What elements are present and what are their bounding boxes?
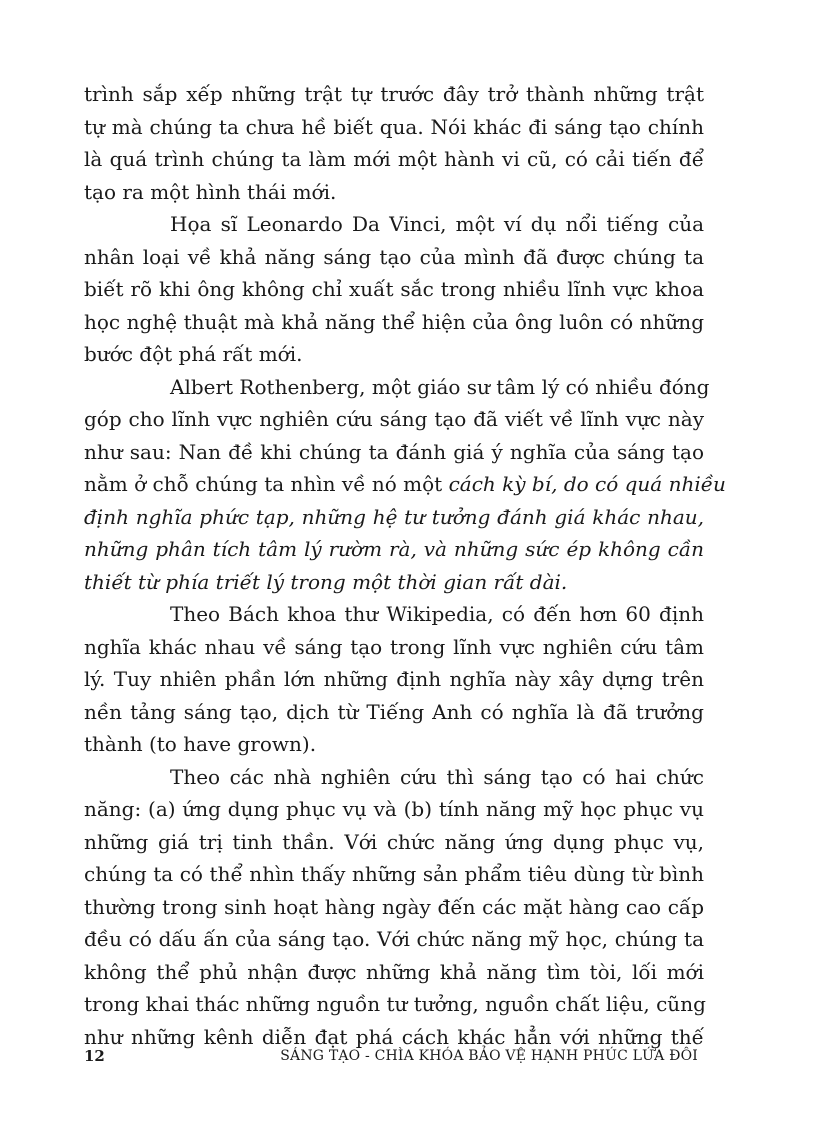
text-line: những giá trị tinh thần. Với chức năng ứng dụng phục vụ, bbox=[84, 829, 704, 854]
text-line: thường trong sinh hoạt hàng ngày đến các mặt hàng cao cấp bbox=[84, 894, 704, 919]
text-line: lý. Tuy nhiên phần lớn những định nghĩa này xây dựng trên bbox=[84, 667, 704, 691]
text-line: năng: (a) ứng dụng phục vụ và (b) tính năng mỹ học phục vụ bbox=[84, 797, 704, 821]
text-line: là quá trình chúng ta làm mới một hành vi cũ, có cải tiến để bbox=[84, 147, 704, 171]
text-line: biết rõ khi ông không chỉ xuất sắc trong nhiều lĩnh vực khoa bbox=[84, 277, 704, 301]
running-title: SÁNG TẠO - CHÌA KHÓA BẢO VỆ HẠNH PHÚC LỨA ĐÔI bbox=[280, 1048, 698, 1064]
text-line-mixed bbox=[84, 468, 726, 501]
text-line: thành (to have grown). bbox=[84, 732, 317, 756]
text-line: chúng ta có thể nhìn thấy những sản phẩm tiêu dùng từ bình bbox=[84, 862, 704, 886]
paragraph-start-line: Theo các nhà nghiên cứu thì sáng tạo có hai chức bbox=[170, 764, 704, 789]
page-footer bbox=[84, 1044, 704, 1068]
text-line-italic: thiết từ phía triết lý trong một thời gian rất dài. bbox=[84, 569, 568, 594]
text-line: như sau: Nan đề khi chúng ta đánh giá ý nghĩa của sáng tạo bbox=[84, 439, 704, 464]
text-line-italic: những phân tích tâm lý rườm rà, và những sức ép không cần bbox=[84, 537, 704, 561]
text-line-italic: định nghĩa phức tạp, những hệ tư tưởng đánh giá khác nhau, bbox=[84, 504, 704, 529]
text-line: học nghệ thuật mà khả năng thể hiện của ông luôn có những bbox=[84, 309, 704, 334]
text-line: nghĩa khác nhau về sáng tạo trong lĩnh vực nghiên cứu tâm bbox=[84, 634, 704, 659]
text-line: nhân loại về khả năng sáng tạo của mình đã được chúng ta bbox=[84, 244, 704, 269]
text-line: không thể phủ nhận được những khả năng tìm tòi, lối mới bbox=[84, 959, 704, 984]
text-line: trình sắp xếp những trật tự trước đây trở thành những trật bbox=[84, 82, 704, 106]
page-number: 12 bbox=[84, 1047, 105, 1065]
text-line: bước đột phá rất mới. bbox=[84, 342, 303, 366]
paragraph-start-line: Theo Bách khoa thư Wikipedia, có đến hơn 60 định bbox=[170, 602, 704, 626]
text-line: trong khai thác những nguồn tư tưởng, nguồn chất liệu, cũng bbox=[84, 992, 706, 1016]
page-body bbox=[84, 78, 726, 1053]
text-line: tạo ra một hình thái mới. bbox=[84, 179, 337, 204]
paragraph-start-line: Họa sĩ Leonardo Da Vinci, một ví dụ nổi tiếng của bbox=[170, 212, 704, 236]
text-line: góp cho lĩnh vực nghiên cứu sáng tạo đã viết về lĩnh vực này bbox=[84, 407, 704, 431]
text-line: nền tảng sáng tạo, dịch từ Tiếng Anh có nghĩa là đã trưởng bbox=[84, 699, 704, 724]
text-line: đều có dấu ấn của sáng tạo. Với chức năng mỹ học, chúng ta bbox=[84, 927, 704, 951]
paragraph-start-line: Albert Rothenberg, một giáo sư tâm lý có nhiều đóng bbox=[170, 374, 710, 399]
text-line: tự mà chúng ta chưa hề biết qua. Nói khác đi sáng tạo chính bbox=[84, 114, 704, 139]
text-italic: cách kỳ bí, do có quá nhiều bbox=[448, 472, 726, 496]
text-line: như những kênh diễn đạt phá cách khác hẳn với những thế bbox=[84, 1024, 704, 1049]
text-regular: nằm ở chỗ chúng ta nhìn về nó một bbox=[84, 472, 449, 496]
